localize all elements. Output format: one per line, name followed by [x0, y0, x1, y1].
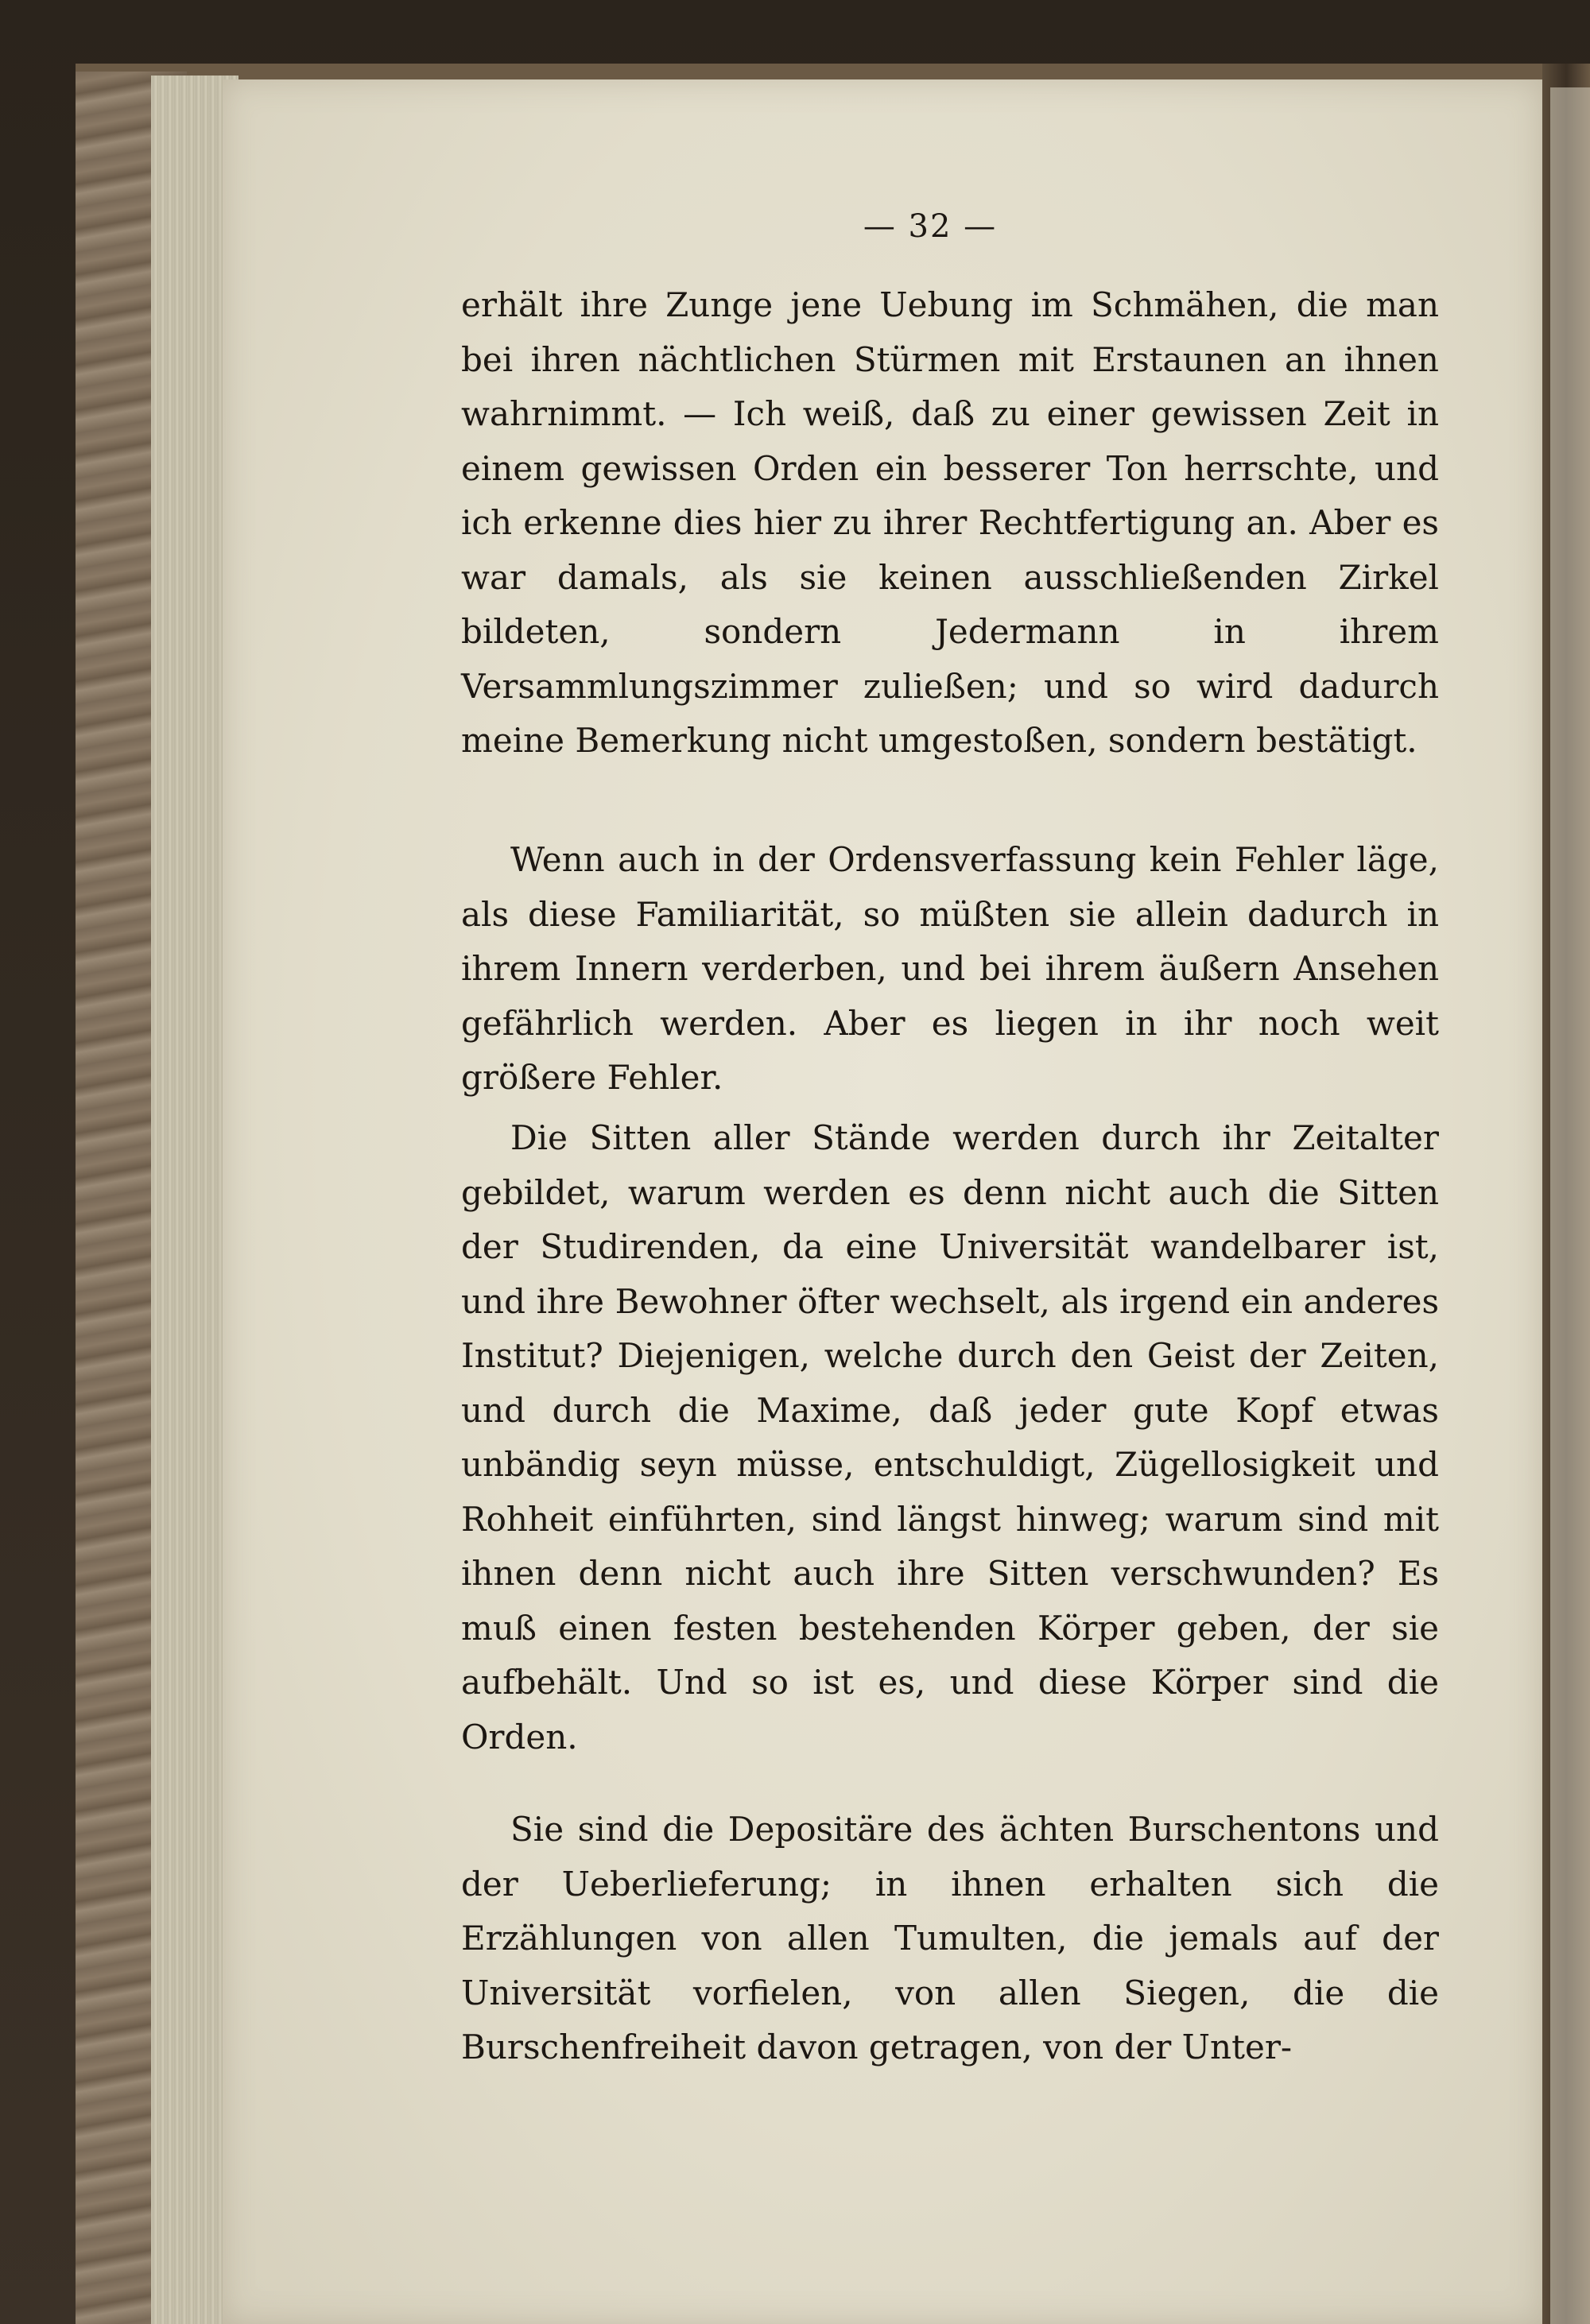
next-page-sliver	[1550, 87, 1590, 2324]
paragraph-1: erhält ihre Zunge jene Uebung im Schmähen, die man bei ihren nächtlichen Stürmen mit Erstaunen an ihnen wahrnimmt. — Ich weiß, daß zu einer gewissen Zeit in einem gewissen Orden ein besserer Ton herrschte, und ich erkenne dies hier zu ihrer Rechtfertigung an. Aber es war damals, als sie keinen ausschließenden Zirkel bildeten, sondern Jedermann in ihrem Versammlungszimmer zuließen; und so wird dadurch meine Bemerkung nicht umgestoßen, sondern bestätigt.	[461, 285, 1439, 760]
paragraph-3: Die Sitten aller Stände werden durch ihr Zeitalter gebildet, warum werden es denn nicht auch die Sitten der Studirenden, da eine Universität wandelbarer ist, und ihre Bewohner öfter wechselt, als irgend ein anderes Institut? Diejenigen, welche durch den Geist der Zeiten, und durch die Maxime, daß jeder gute Kopf etwas unbändig seyn müsse, entschuldigt, Zügellosigkeit und Rohheit einführten, sind längst hinweg; warum sind mit ihnen denn nicht auch ihre Sitten verschwunden? Es muß einen festen bestehenden Körper geben, der sie aufbehält. Und so ist es, und diese Körper sind die Orden.	[461, 1118, 1439, 1757]
paragraph-4: Sie sind die Depositäre des ächten Burschentons und der Ueberlieferung; in ihnen erhalten sich die Erzählungen von allen Tumulten, die jemals auf der Universität vorfielen, von allen Siegen, die die Burschenfreiheit davon getragen, von der Unter-	[461, 1810, 1439, 2066]
page-number: — 32 —	[863, 208, 998, 245]
paragraph-2: Wenn auch in der Ordensverfassung kein Fehler läge, als diese Familiarität, so müßten sie allein dadurch in ihrem Innern verderben, und bei ihrem äußern Ansehen gefährlich werden. Aber es liegen in ihr noch weit größere Fehler.	[461, 840, 1439, 1097]
